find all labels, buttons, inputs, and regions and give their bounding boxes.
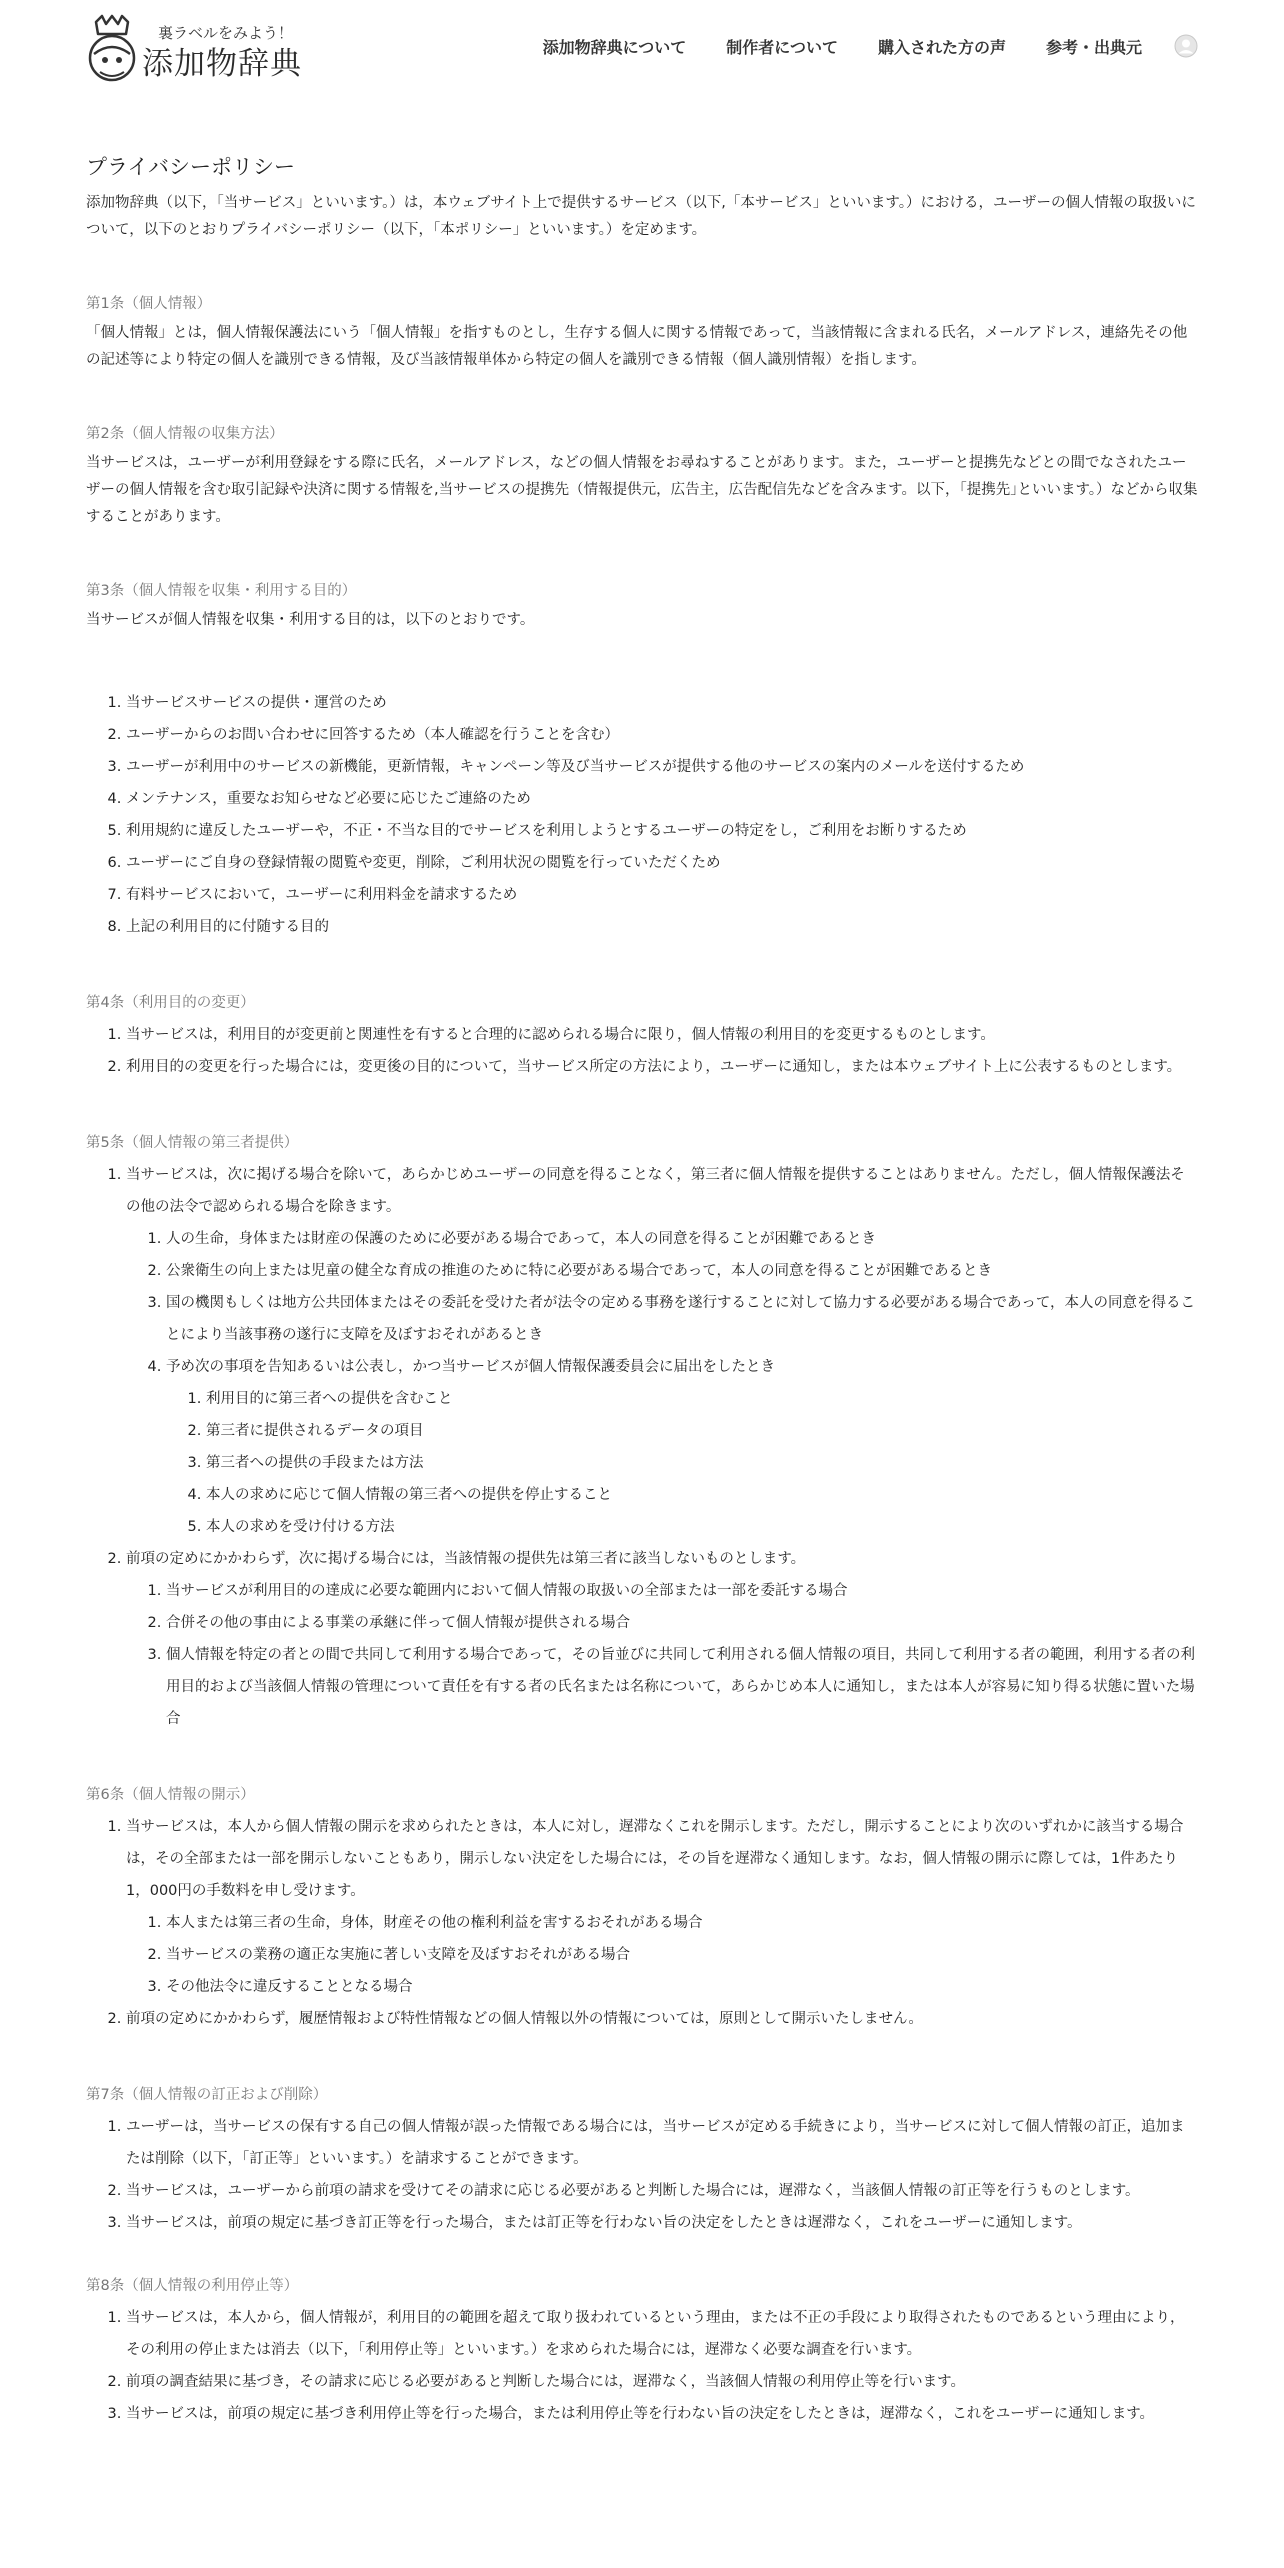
main-nav bbox=[543, 30, 1198, 62]
list-item-text: 当サービスは，本人から個人情報の開示を求められたときは，本人に対し，遅滞なくこれを開示します。ただし，開示することにより次のいずれかに該当する場合は，その全部または一部を開示しないこともあり，開示しない決定をした場合には，その旨を遅滞なく通知します。なお，個人情報の開示に際しては，1件あたり1，000円の手数料を申し受けます。 bbox=[126, 1819, 1184, 1899]
sub-list-item: 2. 合併その他の事由による事業の承継に伴って個人情報が提供される場合 bbox=[166, 1607, 1198, 1639]
article-8 bbox=[86, 2273, 1198, 2430]
article-4 bbox=[86, 990, 1198, 1083]
sub-list-item: 2. 公衆衛生の向上または児童の健全な育成の推進のために特に必要がある場合であって，本人の同意を得ることが困難であるとき bbox=[166, 1255, 1198, 1287]
logo-tagline: 裏ラベルをみよう！ bbox=[158, 24, 294, 42]
list-item: 7. 有料サービスにおいて，ユーザーに利用料金を請求するため bbox=[126, 879, 1198, 911]
article-body: 当サービスは，ユーザーが利用登録をする際に氏名，メールアドレス，などの個人情報をお尋ねすることがあります。また，ユーザーと提携先などとの間でなされたユーザーの個人情報を含む取引記録や決済に関する情報を,当サービスの提携先（情報提供元，広告主，広告配信先などを含みます。以下，｢提携先｣といいます。）などから収集することがあります。 bbox=[86, 455, 1198, 525]
sub-list-item: 3. その他法令に違反することとなる場合 bbox=[166, 1971, 1198, 2003]
intro-paragraph: 添加物辞典（以下，「当サービス」といいます。）は，本ウェブサイト上で提供するサービス（以下,「本サービス」といいます。）における，ユーザーの個人情報の取扱いについて，以下のとおりプライバシーポリシー（以下，「本ポリシー」といいます。）を定めます。 bbox=[86, 195, 1196, 238]
list-item: 2. 前項の定めにかかわらず，履歴情報および特性情報などの個人情報以外の情報については，原則として開示いたしません。 bbox=[126, 2003, 1198, 2035]
sub-list bbox=[126, 1575, 1198, 1735]
sub-list-item: 3. 国の機関もしくは地方公共団体またはその委託を受けた者が法令の定める事務を遂行することに対して協力する必要がある場合であって，本人の同意を得ることにより当該事務の遂行に支障を及ぼすおそれがあるとき bbox=[166, 1287, 1198, 1351]
article-body: 当サービスが個人情報を収集・利用する目的は，以下のとおりです。 bbox=[86, 612, 535, 628]
article-list bbox=[86, 1019, 1198, 1083]
article-heading: 第5条（個人情報の第三者提供） bbox=[86, 1135, 299, 1151]
list-item-text: 予め次の事項を告知あるいは公表し，かつ当サービスが個人情報保護委員会に届出をしたとき bbox=[166, 1359, 775, 1375]
sub-sub-list-item: 4. 本人の求めに応じて個人情報の第三者への提供を停止すること bbox=[206, 1479, 1198, 1511]
list-item: 2. ユーザーからのお問い合わせに回答するため（本人確認を行うことを含む） bbox=[126, 719, 1198, 751]
list-item: 1. 当サービスは，本人から，個人情報が，利用目的の範囲を超えて取り扱われているという理由，または不正の手段により取得されたものであるという理由により，その利用の停止または消去（以下，「利用停止等」といいます。）を求められた場合には，遅滞なく必要な調査を行います。 bbox=[126, 2302, 1198, 2366]
article-3 bbox=[86, 578, 1198, 943]
list-item bbox=[126, 1159, 1198, 1543]
sub-sub-list-item: 3. 第三者への提供の手段または方法 bbox=[206, 1447, 1198, 1479]
sub-sub-list bbox=[166, 1383, 1198, 1543]
article-list bbox=[86, 1811, 1198, 2035]
nav-item-references[interactable]: 参考・出典元 bbox=[1045, 37, 1142, 57]
list-item: 2. 前項の調査結果に基づき，その請求に応じる必要があると判断した場合には，遅滞なく，当該個人情報の利用停止等を行います。 bbox=[126, 2366, 1198, 2398]
list-item: 3. 当サービスは，前項の規定に基づき利用停止等を行った場合，または利用停止等を行わない旨の決定をしたときは，遅滞なく，これをユーザーに通知します。 bbox=[126, 2398, 1198, 2430]
article-heading: 第8条（個人情報の利用停止等） bbox=[86, 2278, 299, 2294]
article-list bbox=[86, 1159, 1198, 1735]
privacy-policy-content bbox=[86, 152, 1198, 2430]
logo-site-name: 添加物辞典 bbox=[142, 46, 302, 82]
list-item: 6. ユーザーにご自身の登録情報の閲覧や変更，削除，ご利用状況の閲覧を行っていただくため bbox=[126, 847, 1198, 879]
article-body: 「個人情報」とは，個人情報保護法にいう「個人情報」を指すものとし，生存する個人に関する情報であって，当該情報に含まれる氏名，メールアドレス，連絡先その他の記述等により特定の個人を識別できる情報，及び当該情報単体から特定の個人を識別できる情報（個人識別情報）を指します。 bbox=[86, 325, 1188, 368]
sub-list-item: 1. 人の生命，身体または財産の保護のために必要がある場合であって，本人の同意を得ることが困難であるとき bbox=[166, 1223, 1198, 1255]
nav-item-about[interactable]: 添加物辞典について bbox=[542, 37, 687, 57]
sub-list-item: 3. 個人情報を特定の者との間で共同して利用する場合であって，その旨並びに共同して利用される個人情報の項目，共同して利用する者の範囲，利用する者の利用目的および当該個人情報の管理について責任を有する者の氏名または名称について，あらかじめ本人に通知し，または本人が容易に知り得る状態に置いた場合 bbox=[166, 1639, 1198, 1735]
sub-sub-list-item: 1. 利用目的に第三者への提供を含むこと bbox=[206, 1383, 1198, 1415]
user-avatar-icon[interactable] bbox=[1174, 34, 1198, 58]
list-item-text: 前項の定めにかかわらず，次に掲げる場合には，当該情報の提供先は第三者に該当しないものとします。 bbox=[126, 1551, 806, 1567]
article-heading: 第4条（利用目的の変更） bbox=[86, 995, 255, 1011]
sub-list bbox=[126, 1907, 1198, 2003]
list-item bbox=[126, 1811, 1198, 2003]
sub-list-item: 2. 当サービスの業務の適正な実施に著しい支障を及ぼすおそれがある場合 bbox=[166, 1939, 1198, 1971]
list-item: 4. メンテナンス，重要なお知らせなど必要に応じたご連絡のため bbox=[126, 783, 1198, 815]
site-header bbox=[0, 0, 1284, 96]
list-item: 1. 当サービスは，利用目的が変更前と関連性を有すると合理的に認められる場合に限り，個人情報の利用目的を変更するものとします。 bbox=[126, 1019, 1198, 1051]
list-item: 3. ユーザーが利用中のサービスの新機能，更新情報，キャンペーン等及び当サービスが提供する他のサービスの案内のメールを送付するため bbox=[126, 751, 1198, 783]
article-heading: 第1条（個人情報） bbox=[86, 296, 212, 312]
list-item: 1. ユーザーは，当サービスの保有する自己の個人情報が誤った情報である場合には，当サービスが定める手続きにより，当サービスに対して個人情報の訂正，追加または削除（以下，「訂正等」といいます。）を請求することができます。 bbox=[126, 2111, 1198, 2175]
nav-item-creator[interactable]: 制作者について bbox=[726, 37, 838, 57]
sub-list bbox=[126, 1223, 1198, 1543]
article-list bbox=[86, 2302, 1198, 2430]
list-item: 2. 当サービスは，ユーザーから前項の請求を受けてその請求に応じる必要があると判断した場合には，遅滞なく，当該個人情報の訂正等を行うものとします。 bbox=[126, 2175, 1198, 2207]
page-title: プライバシーポリシー bbox=[86, 155, 295, 179]
sub-sub-list-item: 2. 第三者に提供されるデータの項目 bbox=[206, 1415, 1198, 1447]
list-item: 3. 当サービスは，前項の規定に基づき訂正等を行った場合，または訂正等を行わない旨の決定をしたときは遅滞なく，これをユーザーに通知します。 bbox=[126, 2207, 1198, 2239]
sub-list-item bbox=[166, 1351, 1198, 1543]
list-item: 2. 利用目的の変更を行った場合には，変更後の目的について，当サービス所定の方法により，ユーザーに通知し，または本ウェブサイト上に公表するものとします。 bbox=[126, 1051, 1198, 1083]
article-1 bbox=[86, 291, 1198, 374]
list-item: 8. 上記の利用目的に付随する目的 bbox=[126, 911, 1198, 943]
article-5 bbox=[86, 1130, 1198, 1735]
nav-item-reviews[interactable]: 購入された方の声 bbox=[877, 37, 1006, 57]
article-heading: 第2条（個人情報の収集方法） bbox=[86, 426, 284, 442]
article-list bbox=[86, 2111, 1198, 2239]
list-item: 1. 当サービスサービスの提供・運営のため bbox=[126, 687, 1198, 719]
article-2 bbox=[86, 421, 1198, 531]
list-item-text: 当サービスは，次に掲げる場合を除いて，あらかじめユーザーの同意を得ることなく，第三者に個人情報を提供することはありません。ただし，個人情報保護法その他の法令で認められる場合を除きます。 bbox=[126, 1167, 1185, 1215]
article-6 bbox=[86, 1782, 1198, 2035]
article-heading: 第3条（個人情報を収集・利用する目的） bbox=[86, 583, 357, 599]
sub-sub-list-item: 5. 本人の求めを受け付ける方法 bbox=[206, 1511, 1198, 1543]
article-heading: 第7条（個人情報の訂正および削除） bbox=[86, 2087, 328, 2103]
site-logo[interactable] bbox=[86, 14, 302, 84]
list-item: 5. 利用規約に違反したユーザーや，不正・不当な目的でサービスを利用しようとするユーザーの特定をし，ご利用をお断りするため bbox=[126, 815, 1198, 847]
logo-mascot-icon bbox=[86, 14, 138, 84]
sub-list-item: 1. 当サービスが利用目的の達成に必要な範囲内において個人情報の取扱いの全部または一部を委託する場合 bbox=[166, 1575, 1198, 1607]
purpose-list bbox=[86, 687, 1198, 943]
list-item bbox=[126, 1543, 1198, 1735]
article-7 bbox=[86, 2082, 1198, 2239]
article-heading: 第6条（個人情報の開示） bbox=[86, 1787, 255, 1803]
sub-list-item: 1. 本人または第三者の生命，身体，財産その他の権利利益を害するおそれがある場合 bbox=[166, 1907, 1198, 1939]
